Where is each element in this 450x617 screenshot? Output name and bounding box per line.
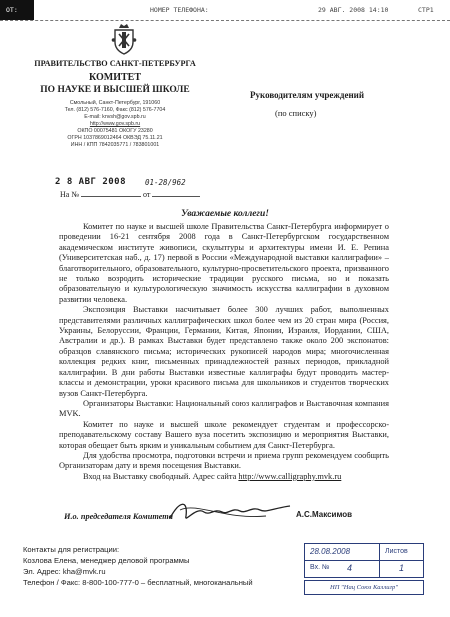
entry-text: Вход на Выставку свободный. Адрес сайта <box>83 471 237 481</box>
committee-scope: ПО НАУКЕ И ВЫСШЕЙ ШКОЛЕ <box>40 85 190 95</box>
fax-header <box>0 0 450 21</box>
stamp-divider <box>305 560 423 561</box>
letterhead-inn: ИНН / КПП 7842035771 / 783801001 <box>70 142 160 148</box>
paragraph-visit-notice: Для удобства просмотра, подготовки встречи и приема групп рекомендуем сообщить Организаторам дату и время посещения Выставки. <box>59 450 389 471</box>
letterhead-website: http://www.gov.spb.ru <box>89 121 141 127</box>
contacts-heading: Контакты для регистрации: <box>23 545 120 554</box>
contacts-email: Эл. Адрес: kha@mvk.ru <box>23 567 106 576</box>
signatory-name: А.С.Максимов <box>296 510 353 519</box>
handwritten-signature <box>166 498 294 526</box>
sheet-count: 1 <box>399 563 405 573</box>
organization-stamp: НП "Нац Союз Каллигр" <box>304 580 424 595</box>
incoming-stamp <box>304 543 424 578</box>
incoming-date: 28.08.2008 <box>310 547 351 556</box>
letterhead-address: Смольный, Санкт-Петербург, 191060 <box>69 100 161 106</box>
contacts-person: Козлова Елена, менеджер деловой программы <box>23 556 190 565</box>
letterhead-okpo: ОКПО 00075481 ОКОГУ 23280 <box>77 128 153 134</box>
na-label: На № <box>60 190 79 199</box>
paragraph-entry <box>59 472 389 482</box>
outgoing-date-stamp: 2 8 АВГ 2008 <box>55 177 127 187</box>
paragraph-organizers: Организаторы Выставки: Национальный союз каллиграфов и Выставочная компания MVK. <box>59 398 389 419</box>
incoming-number: 4 <box>347 563 353 573</box>
ot-label: от <box>142 190 151 199</box>
greeting: Уважаемые коллеги! <box>181 209 269 219</box>
contacts-phone: Телефон / Факс: 8-800-100-777-0 – бесплатный, многоканальный <box>23 578 253 587</box>
stamp-divider <box>379 544 380 577</box>
signatory-title: И.о. председателя Комитета <box>64 512 173 521</box>
paragraph-recommendation: Комитет по науке и высшей школе рекомендует студентам и профессорско-преподавательскому составу Вашего вуза посетить экспозицию и мероприятия Выставки, которая обещает быть ярким и уникальным событием для Санкт-Петербурга. <box>59 419 389 450</box>
registration-contacts <box>23 544 253 588</box>
fax-page: СТР1 <box>418 6 434 14</box>
letterhead-phones: Тел. (812) 576-7160, Факс (812) 576-7704 <box>64 107 166 113</box>
outgoing-number: 01-28/962 <box>145 178 186 187</box>
paragraph-event: Комитет по науке и высшей школе Правительства Санкт-Петербурга информирует о проведении 16-21 сентября 2008 года в Санкт-Петербургском государственном академическом институте живописи, скульптуры и архитектуры имени И. Е. Репина (Университетская наб., д. 17) первой в России «Международной выставки каллиграфии» – благотворительного, образовательного, культурно-просветительского проекта, призванного не только возродить исторические традиции русского письма, но и показать образовательную и культурологическую значимость искусства каллиграфии в духовном развитии человека. <box>59 222 389 304</box>
coat-of-arms-icon <box>111 22 137 56</box>
government-name: ПРАВИТЕЛЬСТВО САНКТ-ПЕТЕРБУРГА <box>34 59 196 68</box>
committee-title: КОМИТЕТ <box>88 72 141 83</box>
exhibition-site-link[interactable]: http://www.calligraphy.mvk.ru <box>238 471 342 481</box>
letterhead-ogrn: ОГРН 1037869012464 ОКВЭД 75.11.21 <box>67 135 163 141</box>
letter-body <box>59 222 389 482</box>
fax-datetime: 29 АВГ. 2008 14:10 <box>318 6 389 14</box>
paragraph-exposition: Экспозиция Выставки насчитывает более 300 лучших работ, выполненных представителями различных каллиграфических школ более чем из 20 стран мира (Россия, Украины, Белоруссии, Франции, Германии, Китая, Японии, Израиля, Иордании, США, Австралии и др.). В рамках Выставки будет представлено также около 200 экспонатов: образцов славянского письма; исторических рукописей народов мира; многочисленная коллекция редких книг, письменных принадлежностей разных периодов, прикладной каллиграфии. В дни работы Выставки известные каллиграфы будут проводить мастер-классы и демонстрации, уроки красивого письма для школьников и студентов творческих вузов Санкт-Петербурга. <box>59 305 389 398</box>
fax-from: ОТ: <box>6 6 18 14</box>
fax-phone-label: НОМЕР ТЕЛЕФОНА: <box>150 6 209 14</box>
listov-label: Листов <box>385 548 408 555</box>
ot-blank <box>152 196 200 197</box>
recipient-line: Руководителям учреждений <box>250 90 365 100</box>
na-blank <box>81 196 141 197</box>
incoming-number-label: Вх. № <box>310 564 330 571</box>
letterhead-email: E-mail: knvsh@gov.spb.ru <box>84 114 146 120</box>
recipient-list-note: (по списку) <box>275 108 317 118</box>
reference-line <box>60 190 200 199</box>
